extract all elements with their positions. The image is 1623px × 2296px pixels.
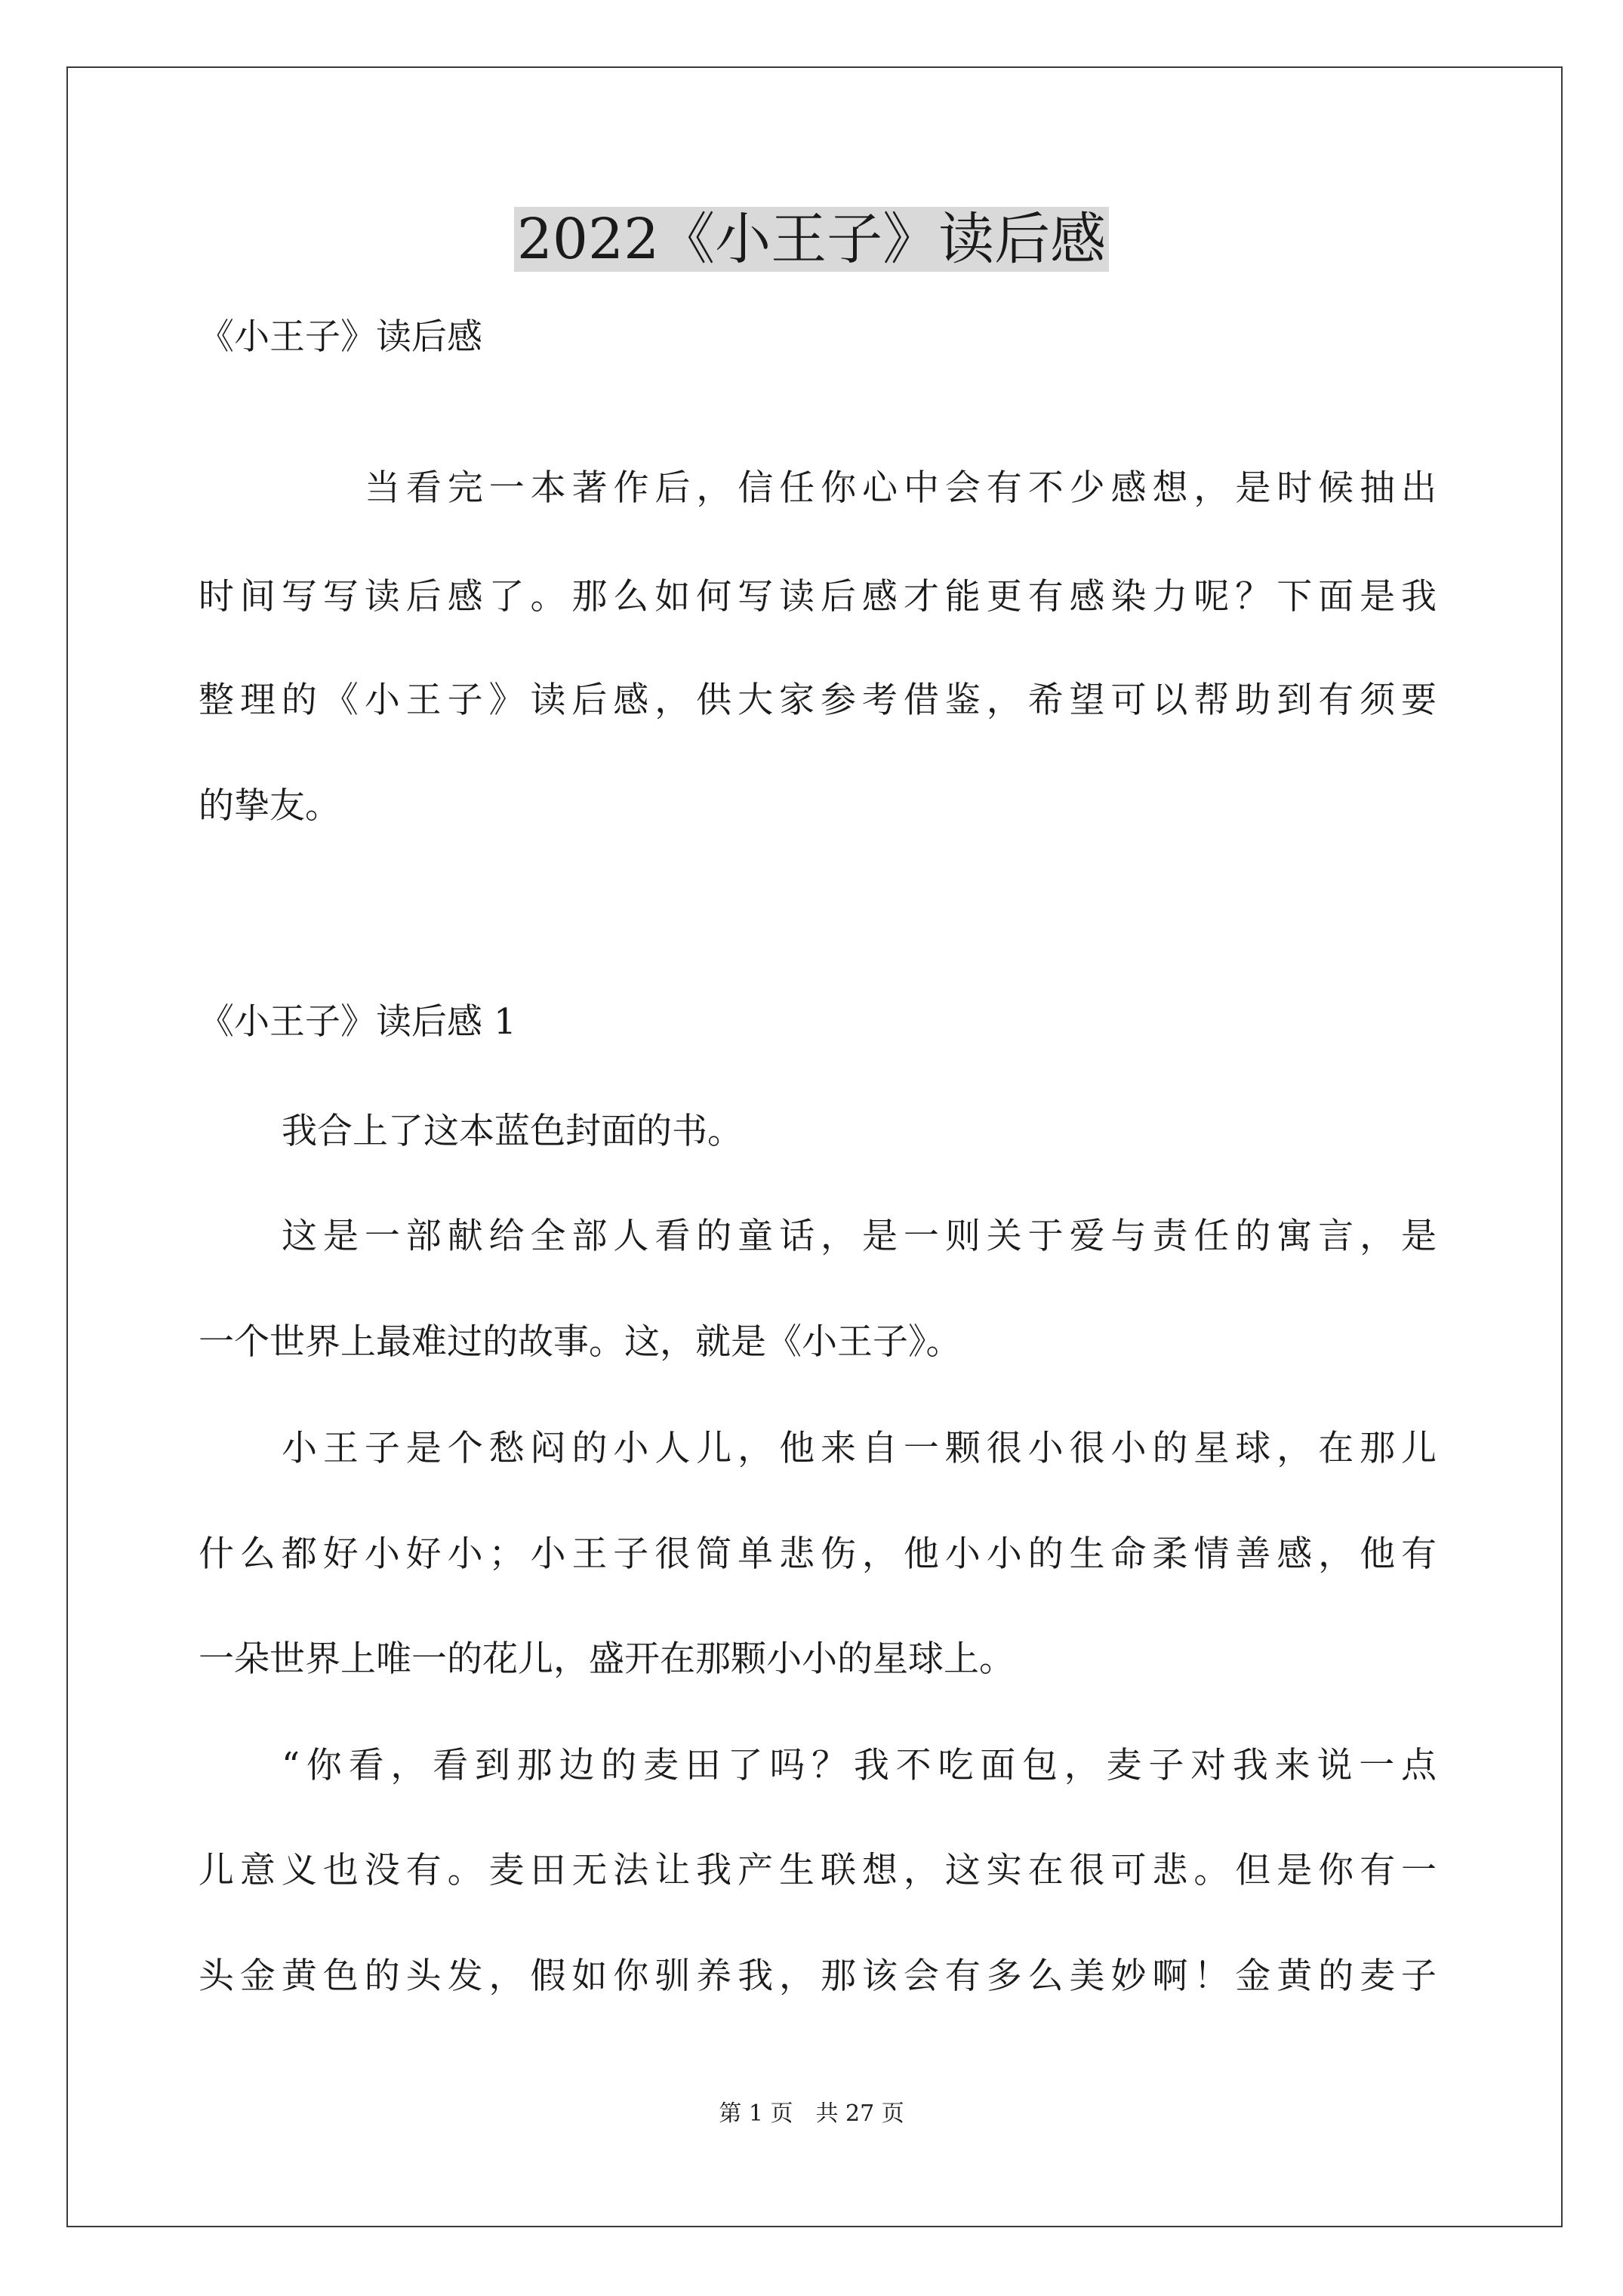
paragraph-line: 头金黄色的头发，假如你驯养我，那该会有多么美妙啊！金黄的麦子 [199, 1955, 1437, 1997]
paragraph-line: 小王子是个愁闷的小人儿，他来自一颗很小很小的星球，在那儿 [282, 1428, 1437, 1469]
section-heading: 《小王子》读后感 1 [199, 1001, 516, 1043]
paragraph-line: “你看，看到那边的麦田了吗？我不吃面包，麦子对我来说一点 [282, 1745, 1437, 1786]
paragraph-line: 我合上了这本蓝色封面的书。 [282, 1111, 743, 1152]
paragraph-line: 一个世界上最难过的故事。这，就是《小王子》。 [199, 1321, 962, 1363]
paragraph-line: 一朵世界上唯一的花儿，盛开在那颗小小的星球上。 [199, 1638, 1015, 1680]
page-number: 第 1 页 共 27 页 [719, 2100, 904, 2127]
document-title [0, 198, 1623, 281]
section-heading: 《小王子》读后感 [199, 316, 482, 358]
paragraph-line: 时间写写读后感了。那么如何写读后感才能更有感染力呢？下面是我 [199, 576, 1437, 618]
paragraph-line: 这是一部献给全部人看的童话，是一则关于爱与责任的寓言，是 [282, 1216, 1437, 1257]
paragraph-line: 整理的《小王子》读后感，供大家参考借鉴，希望可以帮助到有须要 [199, 680, 1437, 721]
document-title-text: 2022《小王子》读后感 [514, 207, 1109, 272]
paragraph-line: 的挚友。 [199, 785, 340, 827]
paragraph-line: 什么都好小好小；小王子很简单悲伤，他小小的生命柔情善感，他有 [199, 1533, 1437, 1575]
paragraph-line: 当看完一本著作后，信任你心中会有不少感想，是时候抽出 [365, 467, 1437, 509]
paragraph-line: 儿意义也没有。麦田无法让我产生联想，这实在很可悲。但是你有一 [199, 1850, 1437, 1891]
